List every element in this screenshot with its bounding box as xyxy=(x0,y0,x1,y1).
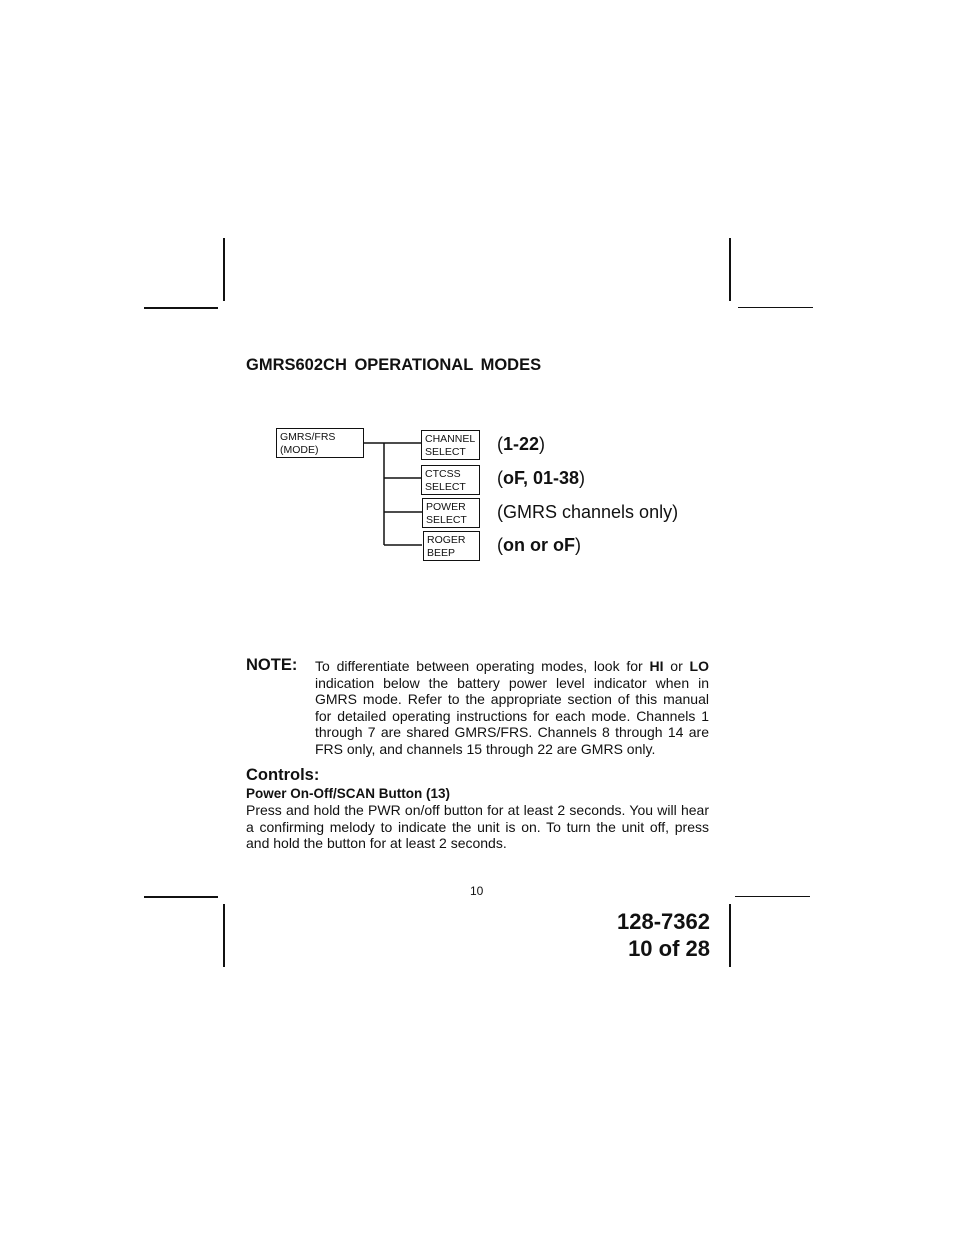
ctcss-select-line1: CTCSS xyxy=(425,468,461,480)
power-range-text: (GMRS channels only) xyxy=(497,502,679,522)
note-text: To differentiate between operating modes, look for HI or LO indication below the battery power level indicator when in GMRS mode. Refer to the appropriate section of this manual for detailed operating instructions for each mode. Channels 1 through 7 are shared GMRS/FRS. Channels 8 through 14 are FRS only, and channels 15 through 22 are GMRS only. xyxy=(315,658,709,757)
power-select-line2: SELECT xyxy=(426,514,467,526)
mode-diagram xyxy=(0,0,954,600)
channel-select-line2: SELECT xyxy=(425,446,466,458)
power-button-heading: Power On-Off/SCAN Button (13) xyxy=(246,786,450,801)
lo-indicator: LO xyxy=(689,658,709,674)
crop-mark-bottom-left-vertical xyxy=(223,904,225,967)
crop-mark-bottom-right-vertical xyxy=(729,904,731,967)
power-select-line1: POWER xyxy=(426,501,466,513)
page-title: GMRS602CH OPERATIONAL MODES xyxy=(246,356,542,374)
power-select-box xyxy=(422,498,480,528)
ctcss-select-box xyxy=(421,465,480,495)
channel-range-text: (1-22) xyxy=(497,434,546,454)
hi-indicator: HI xyxy=(649,658,664,674)
crop-mark-bottom-right-horizontal xyxy=(735,896,810,897)
roger-beep-line1: ROGER xyxy=(427,534,466,546)
mode-root-box xyxy=(276,428,364,458)
document-number xyxy=(560,908,710,962)
root-box-line1: GMRS/FRS xyxy=(280,431,336,443)
ctcss-range-text: (oF, 01-38) xyxy=(497,468,586,488)
ctcss-select-line2: SELECT xyxy=(425,481,466,493)
channel-select-box xyxy=(421,430,480,460)
roger-range-text: (on or oF) xyxy=(497,535,581,555)
page-of-total: 10 of 28 xyxy=(628,936,710,961)
power-button-description: Press and hold the PWR on/off button for at least 2 seconds. You will hear a confirming melody to indicate the unit is on. To turn the unit off, press and hold the button for at least 2 seconds. xyxy=(246,802,709,852)
page-number: 10 xyxy=(470,884,484,898)
doc-id: 128-7362 xyxy=(617,909,710,934)
controls-heading: Controls: xyxy=(246,766,320,784)
roger-beep-line2: BEEP xyxy=(427,547,456,559)
root-box-line2: (MODE) xyxy=(280,444,319,456)
crop-mark-bottom-left-horizontal xyxy=(144,896,218,898)
channel-select-line1: CHANNEL xyxy=(425,433,476,445)
note-label: NOTE: xyxy=(246,656,298,674)
roger-beep-box xyxy=(423,531,480,561)
